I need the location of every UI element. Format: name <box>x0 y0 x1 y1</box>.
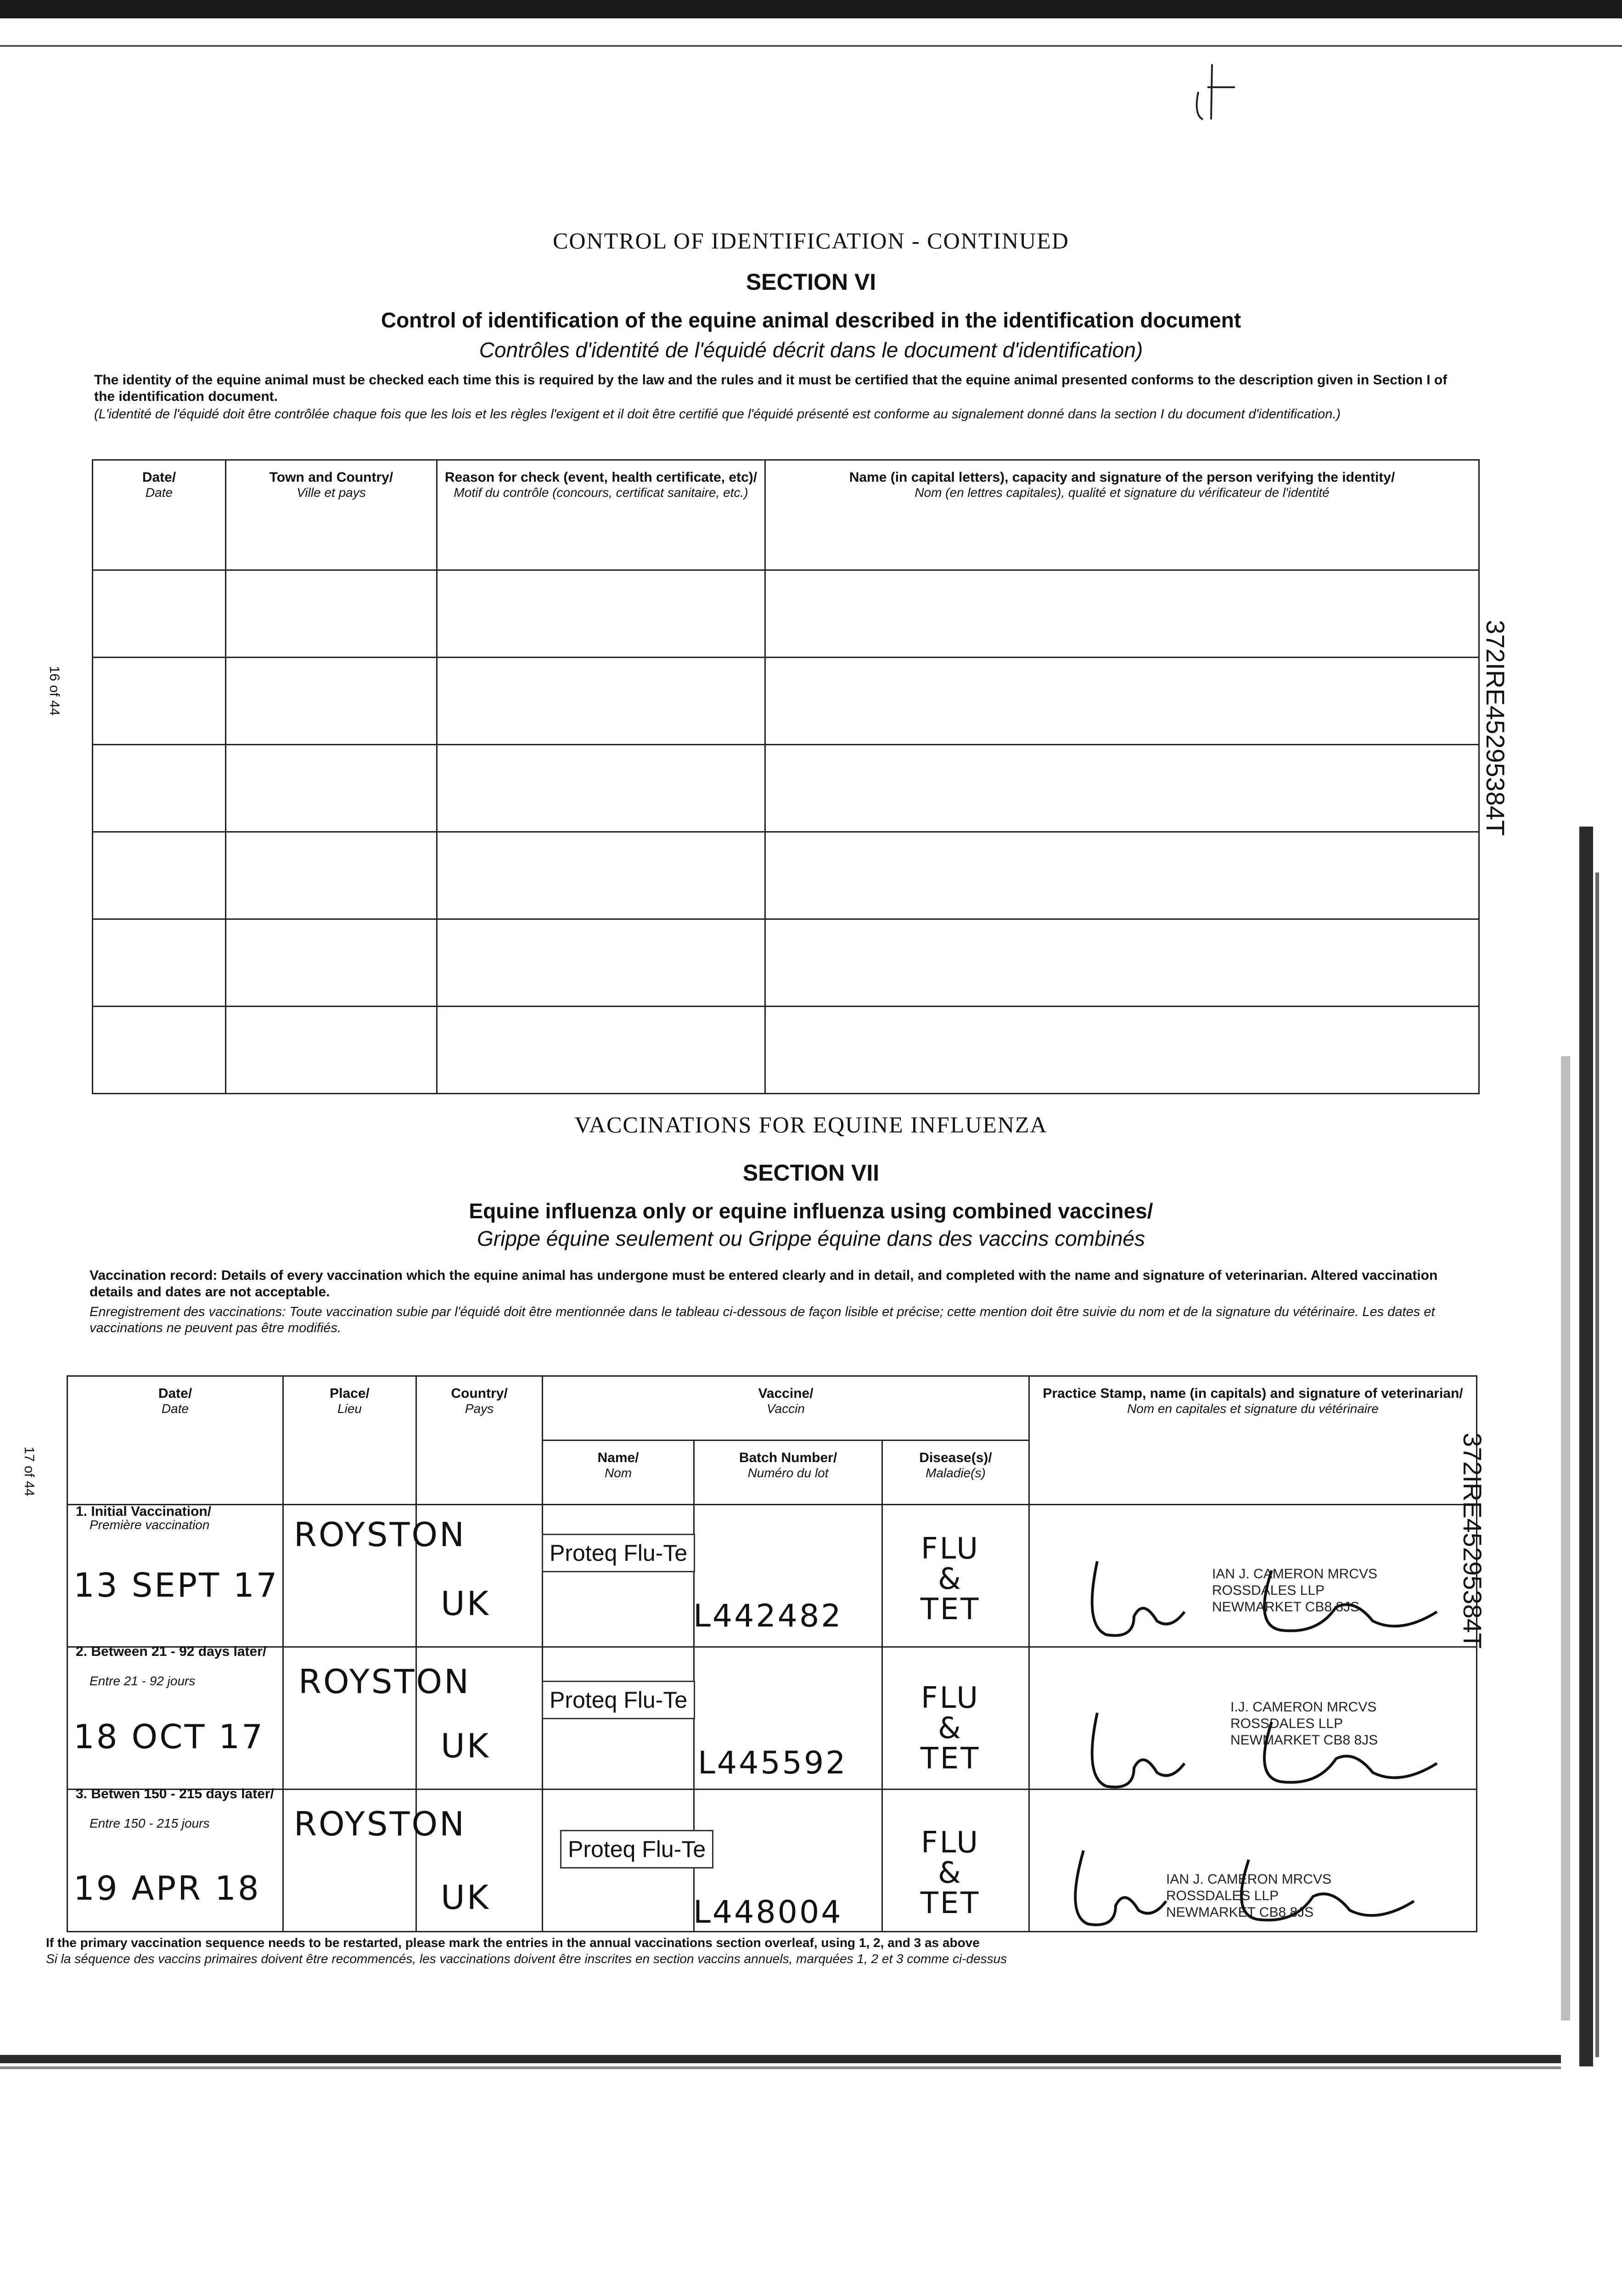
row3-country: UK <box>441 1878 490 1917</box>
table-cell[interactable] <box>226 832 437 919</box>
section6-subtitle-en: Control of identification of the equine animal described in the identification document <box>381 308 1241 332</box>
section7-subtitle-fr: Grippe équine seulement ou Grippe équine dans des vaccins combinés <box>477 1227 1145 1250</box>
section6-paragraph-fr: (L'identité de l'équidé doit être contrôlée chaque fois que les lois et les règles l'exigent et il doit être certifié que l'équidé présenté est conforme au signalement donné dans la section I du document d'identification.) <box>94 407 1341 422</box>
row3-label-en: 3. Betwen 150 - 215 days later/ <box>76 1786 274 1801</box>
table-cell[interactable] <box>226 745 437 832</box>
section6-title: SECTION VI <box>746 269 876 295</box>
col-header-date: Date/ Date <box>93 460 226 570</box>
row2-date: 18 OCT 17 <box>73 1717 264 1756</box>
row3-vaccine-stamp: Proteq Flu-Te <box>560 1830 713 1868</box>
table-cell[interactable] <box>437 570 765 658</box>
col-header-reason: Reason for check (event, health certificate, etc)/ Motif du contrôle (concours, certificat sanitaire, etc.) <box>437 460 765 570</box>
row3-batch: L448004 <box>693 1894 843 1930</box>
row1-batch: L442482 <box>693 1598 843 1634</box>
table-cell[interactable] <box>437 832 765 919</box>
scan-right-edge <box>1579 827 1593 2066</box>
table-row <box>93 1007 1479 1094</box>
table-cell[interactable] <box>765 745 1479 832</box>
row1-disease: FLU & TET <box>920 1532 981 1626</box>
table-cell[interactable] <box>226 1007 437 1094</box>
table-cell[interactable] <box>93 658 226 745</box>
footnote-fr: Si la séquence des vaccins primaires doivent être recommencés, les vaccinations doivent être inscrites en section vaccins annuels, marquées 1, 2 et 3 comme ci-dessus <box>46 1952 1007 1966</box>
scan-right-edge-inner <box>1595 872 1599 2057</box>
section6-banner: CONTROL OF IDENTIFICATION - CONTINUED <box>553 228 1069 253</box>
scan-bottom-rule <box>0 2066 1561 2069</box>
table-cell[interactable] <box>93 1007 226 1094</box>
row2-label-en: 2. Between 21 - 92 days later/ <box>76 1644 267 1659</box>
row1-vet-stamp: IAN J. CAMERON MRCVS ROSSDALES LLP NEWMARKET CB8 8JS <box>1212 1566 1378 1615</box>
side-id-top: 372IRE45295384T <box>1481 620 1510 836</box>
table-cell[interactable] <box>437 1007 765 1094</box>
row3-disease: FLU & TET <box>920 1826 981 1920</box>
col-header-verifier: Name (in capital letters), capacity and signature of the person verifying the identity/ Nom (en lettres capitales), qualité et signature du vérificateur de l'identité <box>765 460 1479 570</box>
row1-signature <box>1079 1543 1455 1653</box>
table-cell[interactable] <box>765 919 1479 1007</box>
row2-label-fr: Entre 21 - 92 jours <box>90 1674 196 1688</box>
table-row <box>93 832 1479 919</box>
table-cell[interactable] <box>765 658 1479 745</box>
page-top-rule <box>0 45 1622 47</box>
section7-subtitle-en: Equine influenza only or equine influenza using combined vaccines/ <box>469 1199 1153 1223</box>
row2-country: UK <box>441 1727 490 1765</box>
row2-signature <box>1079 1694 1455 1805</box>
row1-country: UK <box>441 1584 490 1623</box>
col-header-town-country: Town and Country/ Ville et pays <box>226 460 437 570</box>
col-header-disease: Disease(s)/ Maladie(s) <box>882 1441 1029 1505</box>
row1-vaccine-stamp: Proteq Flu-Te <box>542 1534 695 1572</box>
footnote-en: If the primary vaccination sequence needs to be restarted, please mark the entries in the annual vaccinations section overleaf, using 1, 2, and 3 as above <box>46 1936 980 1950</box>
col-header-country: Country/ Pays <box>416 1376 543 1505</box>
page-number-top: 16 of 44 <box>47 666 62 716</box>
table-cell[interactable] <box>437 745 765 832</box>
col-header-vaccine-name: Name/ Nom <box>543 1441 694 1505</box>
row3-label-fr: Entre 150 - 215 jours <box>90 1816 210 1830</box>
page-number-bottom: 17 of 44 <box>22 1446 37 1497</box>
row2-vet-stamp: I.J. CAMERON MRCVS ROSSDALES LLP NEWMARKET CB8 8JS <box>1230 1699 1378 1748</box>
table-cell[interactable] <box>226 658 437 745</box>
vaccination-record-fr: Enregistrement des vaccinations: Toute vaccination subie par l'équidé doit être mentionnée dans le tableau ci-dessous de façon lisible et précise; cette mention doit être suivie du nom et de la signature du vétérinaire. Les dates et vaccinations ne peuvent pas être modifiés. <box>90 1305 1435 1335</box>
row3-vet-stamp: IAN J. CAMERON MRCVS ROSSDALES LLP NEWMARKET CB8 8JS <box>1166 1872 1332 1920</box>
table-cell[interactable] <box>765 832 1479 919</box>
row2-batch: L445592 <box>698 1745 847 1781</box>
table-cell[interactable] <box>226 919 437 1007</box>
section6-paragraph-en: The identity of the equine animal must be checked each time this is required by the law and the rules and it must be certified that the equine animal presented conforms to the description given in Section I of the identification document. <box>94 372 1448 404</box>
row1-place: ROYSTON <box>294 1515 466 1554</box>
row1-label-fr: Première vaccination <box>90 1518 210 1532</box>
table-cell[interactable] <box>226 570 437 658</box>
col-header-batch: Batch Number/ Numéro du lot <box>694 1441 882 1505</box>
table-cell[interactable] <box>437 658 765 745</box>
table-cell[interactable] <box>93 832 226 919</box>
section7-banner: VACCINATIONS FOR EQUINE INFLUENZA <box>574 1112 1048 1137</box>
row3-date: 19 APR 18 <box>73 1869 261 1908</box>
col-header-vaccine: Vaccine/ Vaccin <box>543 1376 1029 1441</box>
table-row <box>93 570 1479 658</box>
row2-disease: FLU & TET <box>920 1681 981 1776</box>
section6-subtitle-fr: Contrôles d'identité de l'équidé décrit dans le document d'identification) <box>479 338 1143 362</box>
table-cell[interactable] <box>93 745 226 832</box>
table-row <box>93 919 1479 1007</box>
table-row <box>93 745 1479 832</box>
table-row <box>93 658 1479 745</box>
vaccination-record-en: Vaccination record: Details of every vaccination which the equine animal has undergone must be entered clearly and in detail, and completed with the name and signature of veterinarian. Altered vaccination details and dates are not acceptable. <box>90 1268 1438 1300</box>
table-cell[interactable] <box>437 919 765 1007</box>
col-header-place: Place/ Lieu <box>283 1376 416 1505</box>
table-cell[interactable] <box>93 570 226 658</box>
table-cell[interactable] <box>765 1007 1479 1094</box>
side-id-bottom: 372IRE45295384T <box>1458 1433 1487 1649</box>
pen-mark <box>1184 60 1240 124</box>
row3-signature <box>1056 1837 1432 1938</box>
identity-check-table <box>92 459 1480 1094</box>
table-cell[interactable] <box>765 570 1479 658</box>
row2-place: ROYSTON <box>298 1662 471 1701</box>
row2-vaccine-stamp: Proteq Flu-Te <box>542 1681 695 1719</box>
scan-top-edge <box>0 0 1622 18</box>
row3-place: ROYSTON <box>294 1805 466 1843</box>
row1-date: 13 SEPT 17 <box>73 1566 279 1604</box>
col-header-date: Date/ Date <box>67 1376 283 1505</box>
section7-title: SECTION VII <box>742 1160 880 1186</box>
table-cell[interactable] <box>93 919 226 1007</box>
row1-label-en: 1. Initial Vaccination/ <box>76 1504 212 1519</box>
scan-bottom-edge <box>0 2055 1561 2063</box>
col-header-stamp: Practice Stamp, name (in capitals) and signature of veterinarian/ Nom en capitales et signature du vétérinaire <box>1029 1376 1477 1505</box>
